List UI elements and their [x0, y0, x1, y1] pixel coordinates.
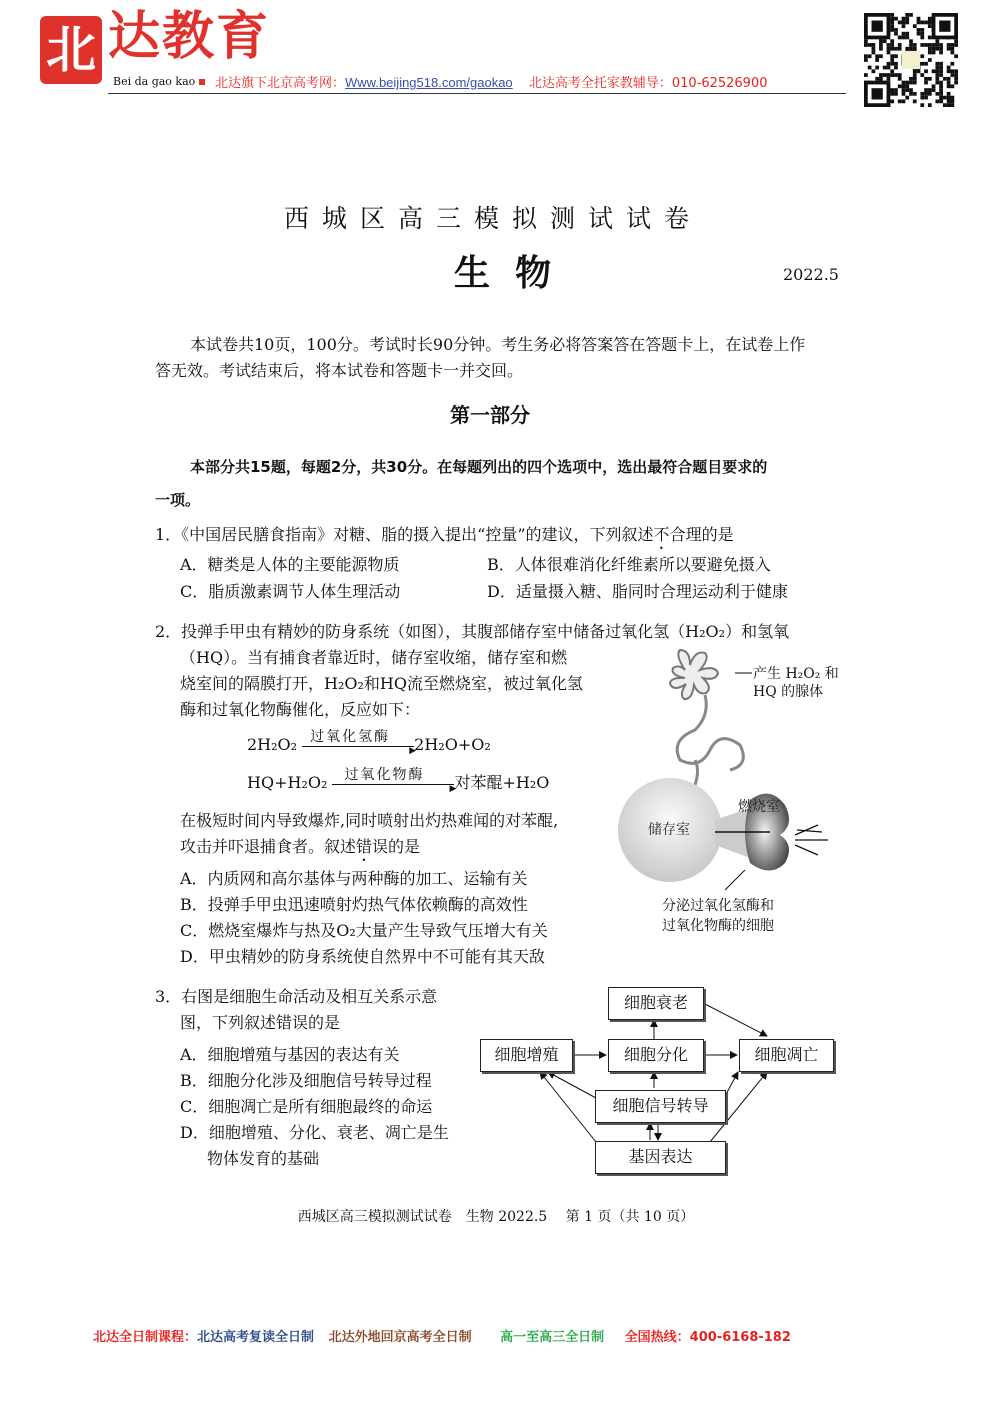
- question-2-option: C．燃烧室爆炸与热及O₂大量产生导致气压增大有关: [180, 921, 548, 940]
- beetle-defense-figure: [600, 640, 850, 900]
- node-senescence: 细胞衰老: [608, 987, 704, 1020]
- ad-bar: 北达全日制课程：北达高考复读全日制 北达外地回京高考全日制 高一至高三全日制 全国热线：400-6168-182: [93, 1330, 791, 1345]
- site-url-link[interactable]: Www.beijing518.com/gaokao: [345, 75, 513, 90]
- node-apoptosis: 细胞凋亡: [739, 1039, 834, 1072]
- logo-text: 达教育: [108, 6, 271, 67]
- question-2-stem: 攻击并吓退捕食者。叙述错误的是: [180, 837, 421, 856]
- part-instructions: 一项。: [155, 491, 201, 509]
- node-gene-expression: 基因表达: [595, 1141, 726, 1174]
- subject-title: 生 物: [454, 252, 552, 294]
- question-3-option: A．细胞增殖与基因的表达有关: [180, 1045, 400, 1064]
- question-2-option: B．投弹手甲虫迅速喷射灼热气体依赖酶的高效性: [180, 895, 528, 914]
- question-1-option: D．适量摄入糖、脂同时合理运动利于健康: [487, 582, 788, 601]
- header-divider: [108, 93, 846, 94]
- question-2-stem: 烧室间的隔膜打开，H₂O₂和HQ流至燃烧室，被过氧化氢: [180, 674, 583, 693]
- logo-pinyin: Bei da gao kao: [113, 74, 205, 90]
- node-proliferation: 细胞增殖: [480, 1039, 573, 1072]
- figure-label-cells: 分泌过氧化氢酶和 过氧化物酶的细胞: [662, 898, 774, 934]
- question-3-option: B．细胞分化涉及细胞信号转导过程: [180, 1071, 432, 1090]
- intro-line: 答无效。考试结束后，将本试卷和答题卡一并交回。: [155, 361, 524, 380]
- figure-label-gland: 产生 H₂O₂ 和: [753, 666, 839, 682]
- question-1-option: C．脂质激素调节人体生理活动: [180, 582, 401, 601]
- question-2-stem: （HQ）。当有捕食者靠近时，储存室收缩，储存室和燃: [180, 648, 568, 667]
- question-2-stem: 酶和过氧化物酶催化，反应如下：: [180, 700, 421, 719]
- question-3-stem: 图，下列叙述错误的是: [180, 1013, 341, 1032]
- question-1-option: B．人体很难消化纤维素所以要避免摄入: [487, 555, 771, 574]
- site-label: 北达旗下北京高考网：: [215, 76, 346, 91]
- figure-label-gland: HQ 的腺体: [753, 684, 824, 700]
- qr-code-icon: [864, 13, 958, 107]
- question-1-option: A．糖类是人体的主要能源物质: [180, 555, 400, 574]
- node-signaling: 细胞信号转导: [595, 1090, 726, 1123]
- figure-label-chamber: 燃烧室: [738, 799, 780, 815]
- equation-2: HQ+H₂O₂ 过氧化物酶 ▶ 对苯醌+H₂O: [247, 767, 550, 794]
- question-3-stem: 3．右图是细胞生命活动及相互关系示意: [155, 987, 438, 1006]
- header-links: [215, 74, 768, 91]
- figure-label-storage: 储存室: [648, 822, 690, 838]
- question-3-option: C．细胞凋亡是所有细胞最终的命运: [180, 1097, 433, 1116]
- node-differentiation: 细胞分化: [608, 1039, 704, 1072]
- question-3-option: D．细胞增殖、分化、衰老、凋亡是生: [180, 1123, 449, 1142]
- page-footer: 西城区高三模拟测试试卷 生物 2022.5 第 1 页（共 10 页）: [297, 1209, 695, 1225]
- question-2-option: A．内质网和高尔基体与两种酶的加工、运输有关: [180, 869, 528, 888]
- question-2-option: D．甲虫精妙的防身系统使自然界中不可能有其天敌: [180, 947, 545, 966]
- question-2-stem: 2．投弹手甲虫有精妙的防身系统（如图），其腹部储存室中储备过氧化氢（H₂O₂）和氢氧: [155, 622, 790, 641]
- intro-line: 本试卷共10页，100分。考试时长90分钟。考生务必将答案答在答题卡上，在试卷上作: [190, 335, 806, 354]
- exam-title: 西城区高三模拟测试试卷: [284, 204, 703, 233]
- part-instructions: 本部分共15题，每题2分，共30分。在每题列出的四个选项中，选出最符合题目要求的: [190, 458, 768, 476]
- part-heading: 第一部分: [450, 403, 530, 427]
- question-3-option: 物体发育的基础: [207, 1149, 320, 1168]
- logo-mark: 北: [40, 16, 102, 84]
- exam-date: 2022.5: [783, 265, 839, 284]
- question-1-stem: 1．《中国居民膳食指南》对糖、脂的摄入提出“控量”的建议，下列叙述不合理的是: [155, 525, 734, 544]
- tutor-label: 北达高考全托家教辅导：010-62526900: [528, 76, 768, 91]
- question-2-stem: 在极短时间内导致爆炸,同时喷射出灼热难闻的对苯醌,: [180, 811, 559, 830]
- equation-1: 2H₂O₂ 过氧化氢酶 ▶ 2H₂O+O₂: [247, 729, 491, 756]
